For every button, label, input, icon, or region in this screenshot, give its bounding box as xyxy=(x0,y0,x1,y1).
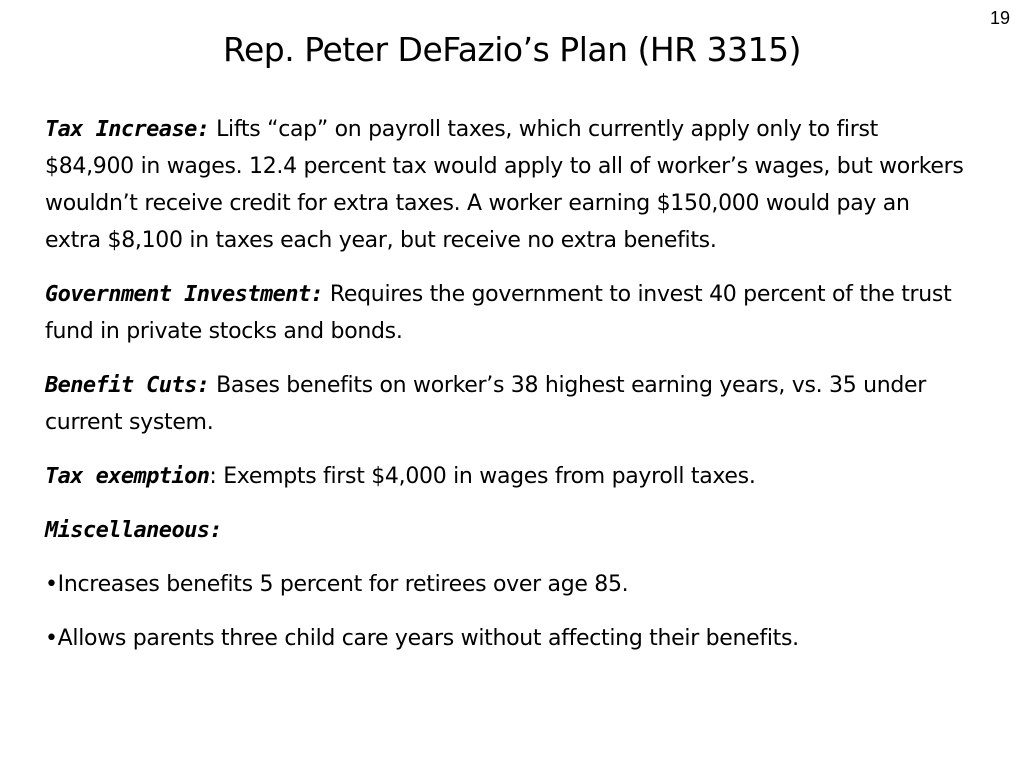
section-tax-increase xyxy=(45,111,970,259)
section-benefit-cuts xyxy=(45,367,970,441)
section-term: Government Investment: xyxy=(45,282,324,307)
section-miscellaneous xyxy=(45,512,970,549)
bullet-item: •Allows parents three child care years without affecting their benefits. xyxy=(45,626,799,651)
section-term: Miscellaneous: xyxy=(45,518,223,543)
section-term: Benefit Cuts: xyxy=(45,373,210,398)
bullet-item: •Increases benefits 5 percent for retirees over age 85. xyxy=(45,572,629,597)
section-text: Bases benefits on worker’s 38 highest earning years, vs. 35 under current system. xyxy=(45,373,927,435)
slide-body xyxy=(45,111,970,674)
section-government-investment xyxy=(45,276,970,350)
slide-number: 19 xyxy=(989,8,1010,28)
section-term: Tax Increase: xyxy=(45,117,210,142)
section-term: Tax exemption xyxy=(45,464,210,489)
section-text: : Exempts first $4,000 in wages from payroll taxes. xyxy=(209,464,756,489)
section-tax-exemption xyxy=(45,458,970,495)
slide-title: Rep. Peter DeFazio’s Plan (HR 3315) xyxy=(223,30,801,69)
section-text: Requires the government to invest 40 percent of the trust fund in private stocks and bonds. xyxy=(45,282,952,344)
section-text: Lifts “cap” on payroll taxes, which currently apply only to first $84,900 in wages. 12.4 percent tax would apply to all of worker’s wages, but workers wouldn’t receive credit for extra taxes. A worker earning $150,000 would pay an extra $8,100 in taxes each year, but receive no extra benefits. xyxy=(45,117,964,253)
